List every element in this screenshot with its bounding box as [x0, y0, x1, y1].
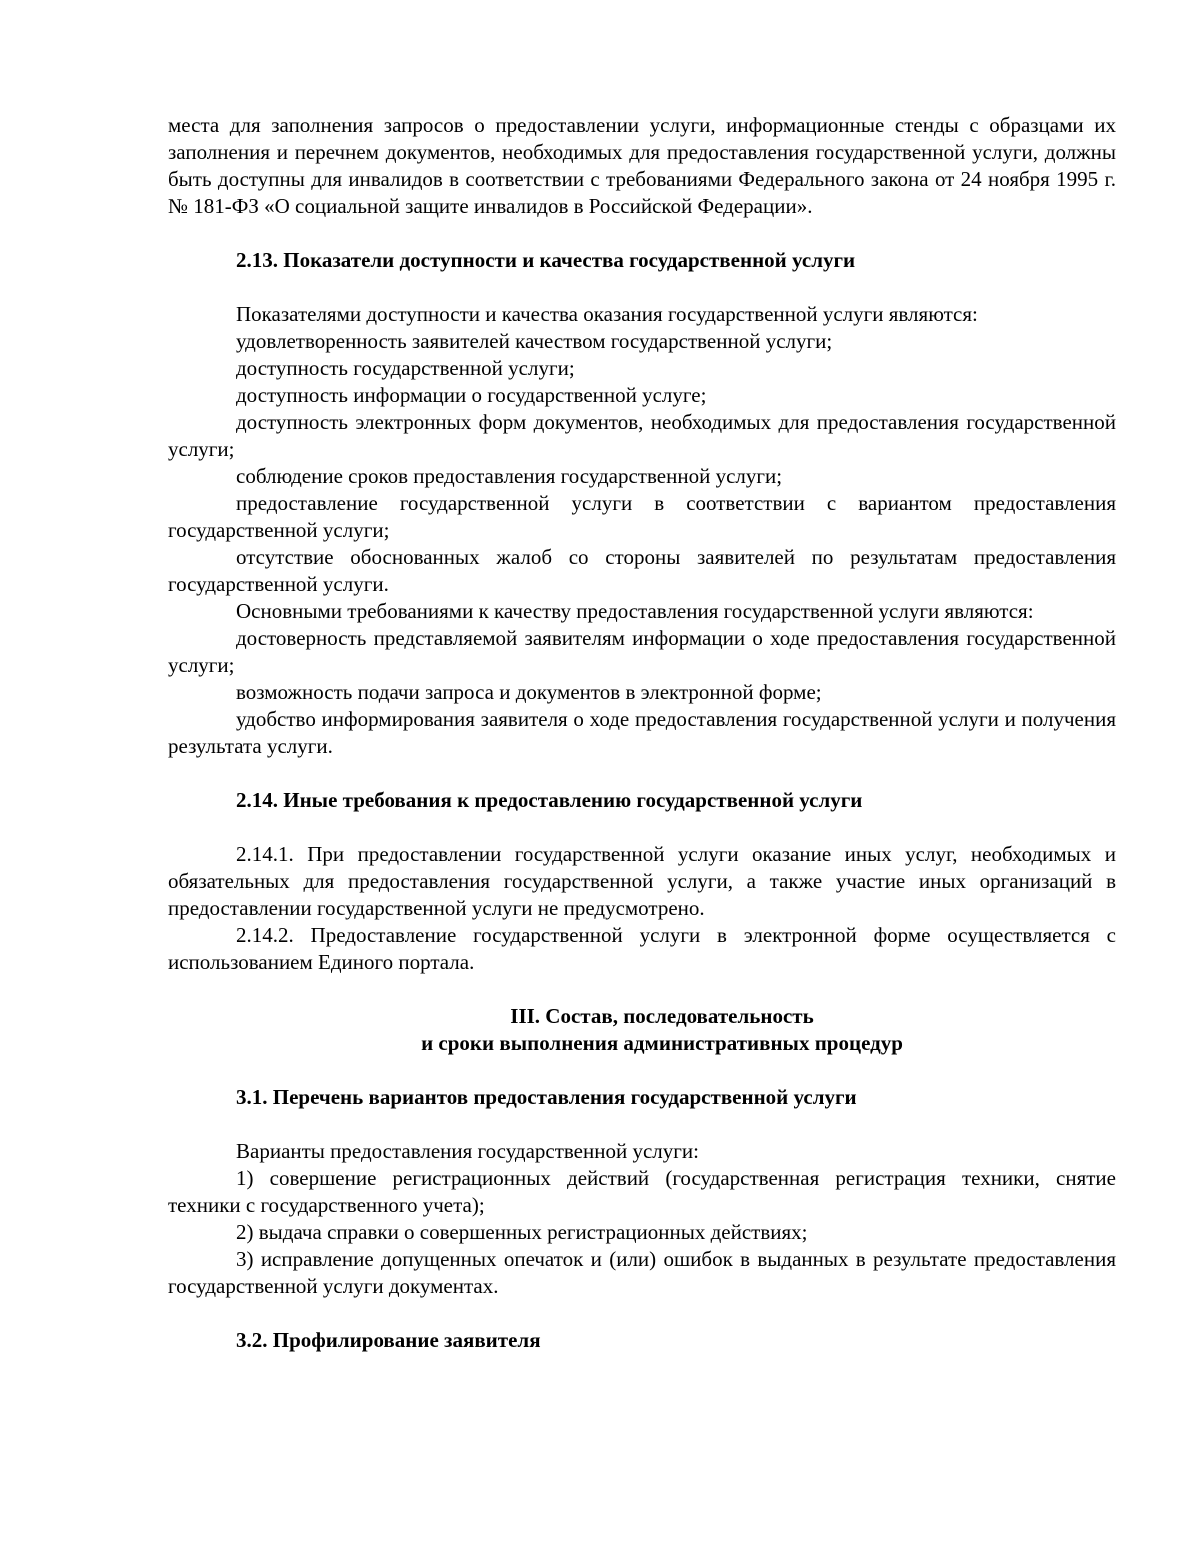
section-2-14-heading: 2.14. Иные требования к предоставлению государственной услуги [236, 788, 863, 812]
list-item: достоверность представляемой заявителям информации о ходе предоставления государственной услуги; [168, 626, 1116, 677]
list-item: предоставление государственной услуги в соответствии с вариантом предоставления государственной услуги; [168, 491, 1116, 542]
list-item: возможность подачи запроса и документов в электронной форме; [236, 680, 822, 704]
paragraph: Показателями доступности и качества оказания государственной услуги являются: [236, 302, 978, 326]
list-item: 3) исправление допущенных опечаток и (или) ошибок в выданных в результате предоставления государственной услуги документах. [168, 1247, 1116, 1298]
list-item: доступность информации о государственной услуге; [236, 383, 707, 407]
spacer [168, 1057, 1116, 1084]
list-item: доступность государственной услуги; [236, 356, 575, 380]
section-3-2-heading: 3.2. Профилирование заявителя [236, 1328, 541, 1352]
spacer [168, 814, 1116, 841]
list-item: 2) выдача справки о совершенных регистрационных действиях; [236, 1220, 808, 1244]
chapter-3-title-line-2: и сроки выполнения административных процедур [421, 1031, 903, 1055]
spacer [168, 1300, 1116, 1327]
spacer [168, 220, 1116, 247]
spacer [168, 976, 1116, 1003]
list-item: удовлетворенность заявителей качеством государственной услуги; [236, 329, 833, 353]
list-item: соблюдение сроков предоставления государственной услуги; [236, 464, 783, 488]
spacer [168, 274, 1116, 301]
section-2-13-heading: 2.13. Показатели доступности и качества государственной услуги [236, 248, 856, 272]
list-item: удобство информирования заявителя о ходе предоставления государственной услуги и получения результата услуги. [168, 707, 1116, 758]
chapter-3-title-line-1: III. Состав, последовательность [510, 1004, 814, 1028]
paragraph: 2.14.1. При предоставлении государственной услуги оказание иных услуг, необходимых и обязательных для предоставления государственной услуги, а также участие иных организаций в предоставлении государственной услуги не предусмотрено. [168, 842, 1116, 920]
spacer [168, 760, 1116, 787]
list-item: отсутствие обоснованных жалоб со стороны заявителей по результатам предоставления государственной услуги. [168, 545, 1116, 596]
paragraph: 2.14.2. Предоставление государственной услуги в электронной форме осуществляется с использованием Единого портала. [168, 923, 1116, 974]
paragraph: Варианты предоставления государственной услуги: [236, 1139, 699, 1163]
list-item: доступность электронных форм документов, необходимых для предоставления государственной услуги; [168, 410, 1116, 461]
list-item: 1) совершение регистрационных действий (государственная регистрация техники, снятие техники с государственного учета); [168, 1166, 1116, 1217]
document-page [168, 112, 1116, 1354]
paragraph: Основными требованиями к качеству предоставления государственной услуги являются: [236, 599, 1034, 623]
spacer [168, 1111, 1116, 1138]
intro-paragraph: места для заполнения запросов о предоставлении услуги, информационные стенды с образцами их заполнения и перечнем документов, необходимых для предоставления государственной услуги, должны быть доступны для инвалидов в соответствии с требованиями Федерального закона от 24 ноября 1995 г. № 181-ФЗ «О социальной защите инвалидов в Российской Федерации». [168, 113, 1116, 218]
section-3-1-heading: 3.1. Перечень вариантов предоставления государственной услуги [236, 1085, 857, 1109]
